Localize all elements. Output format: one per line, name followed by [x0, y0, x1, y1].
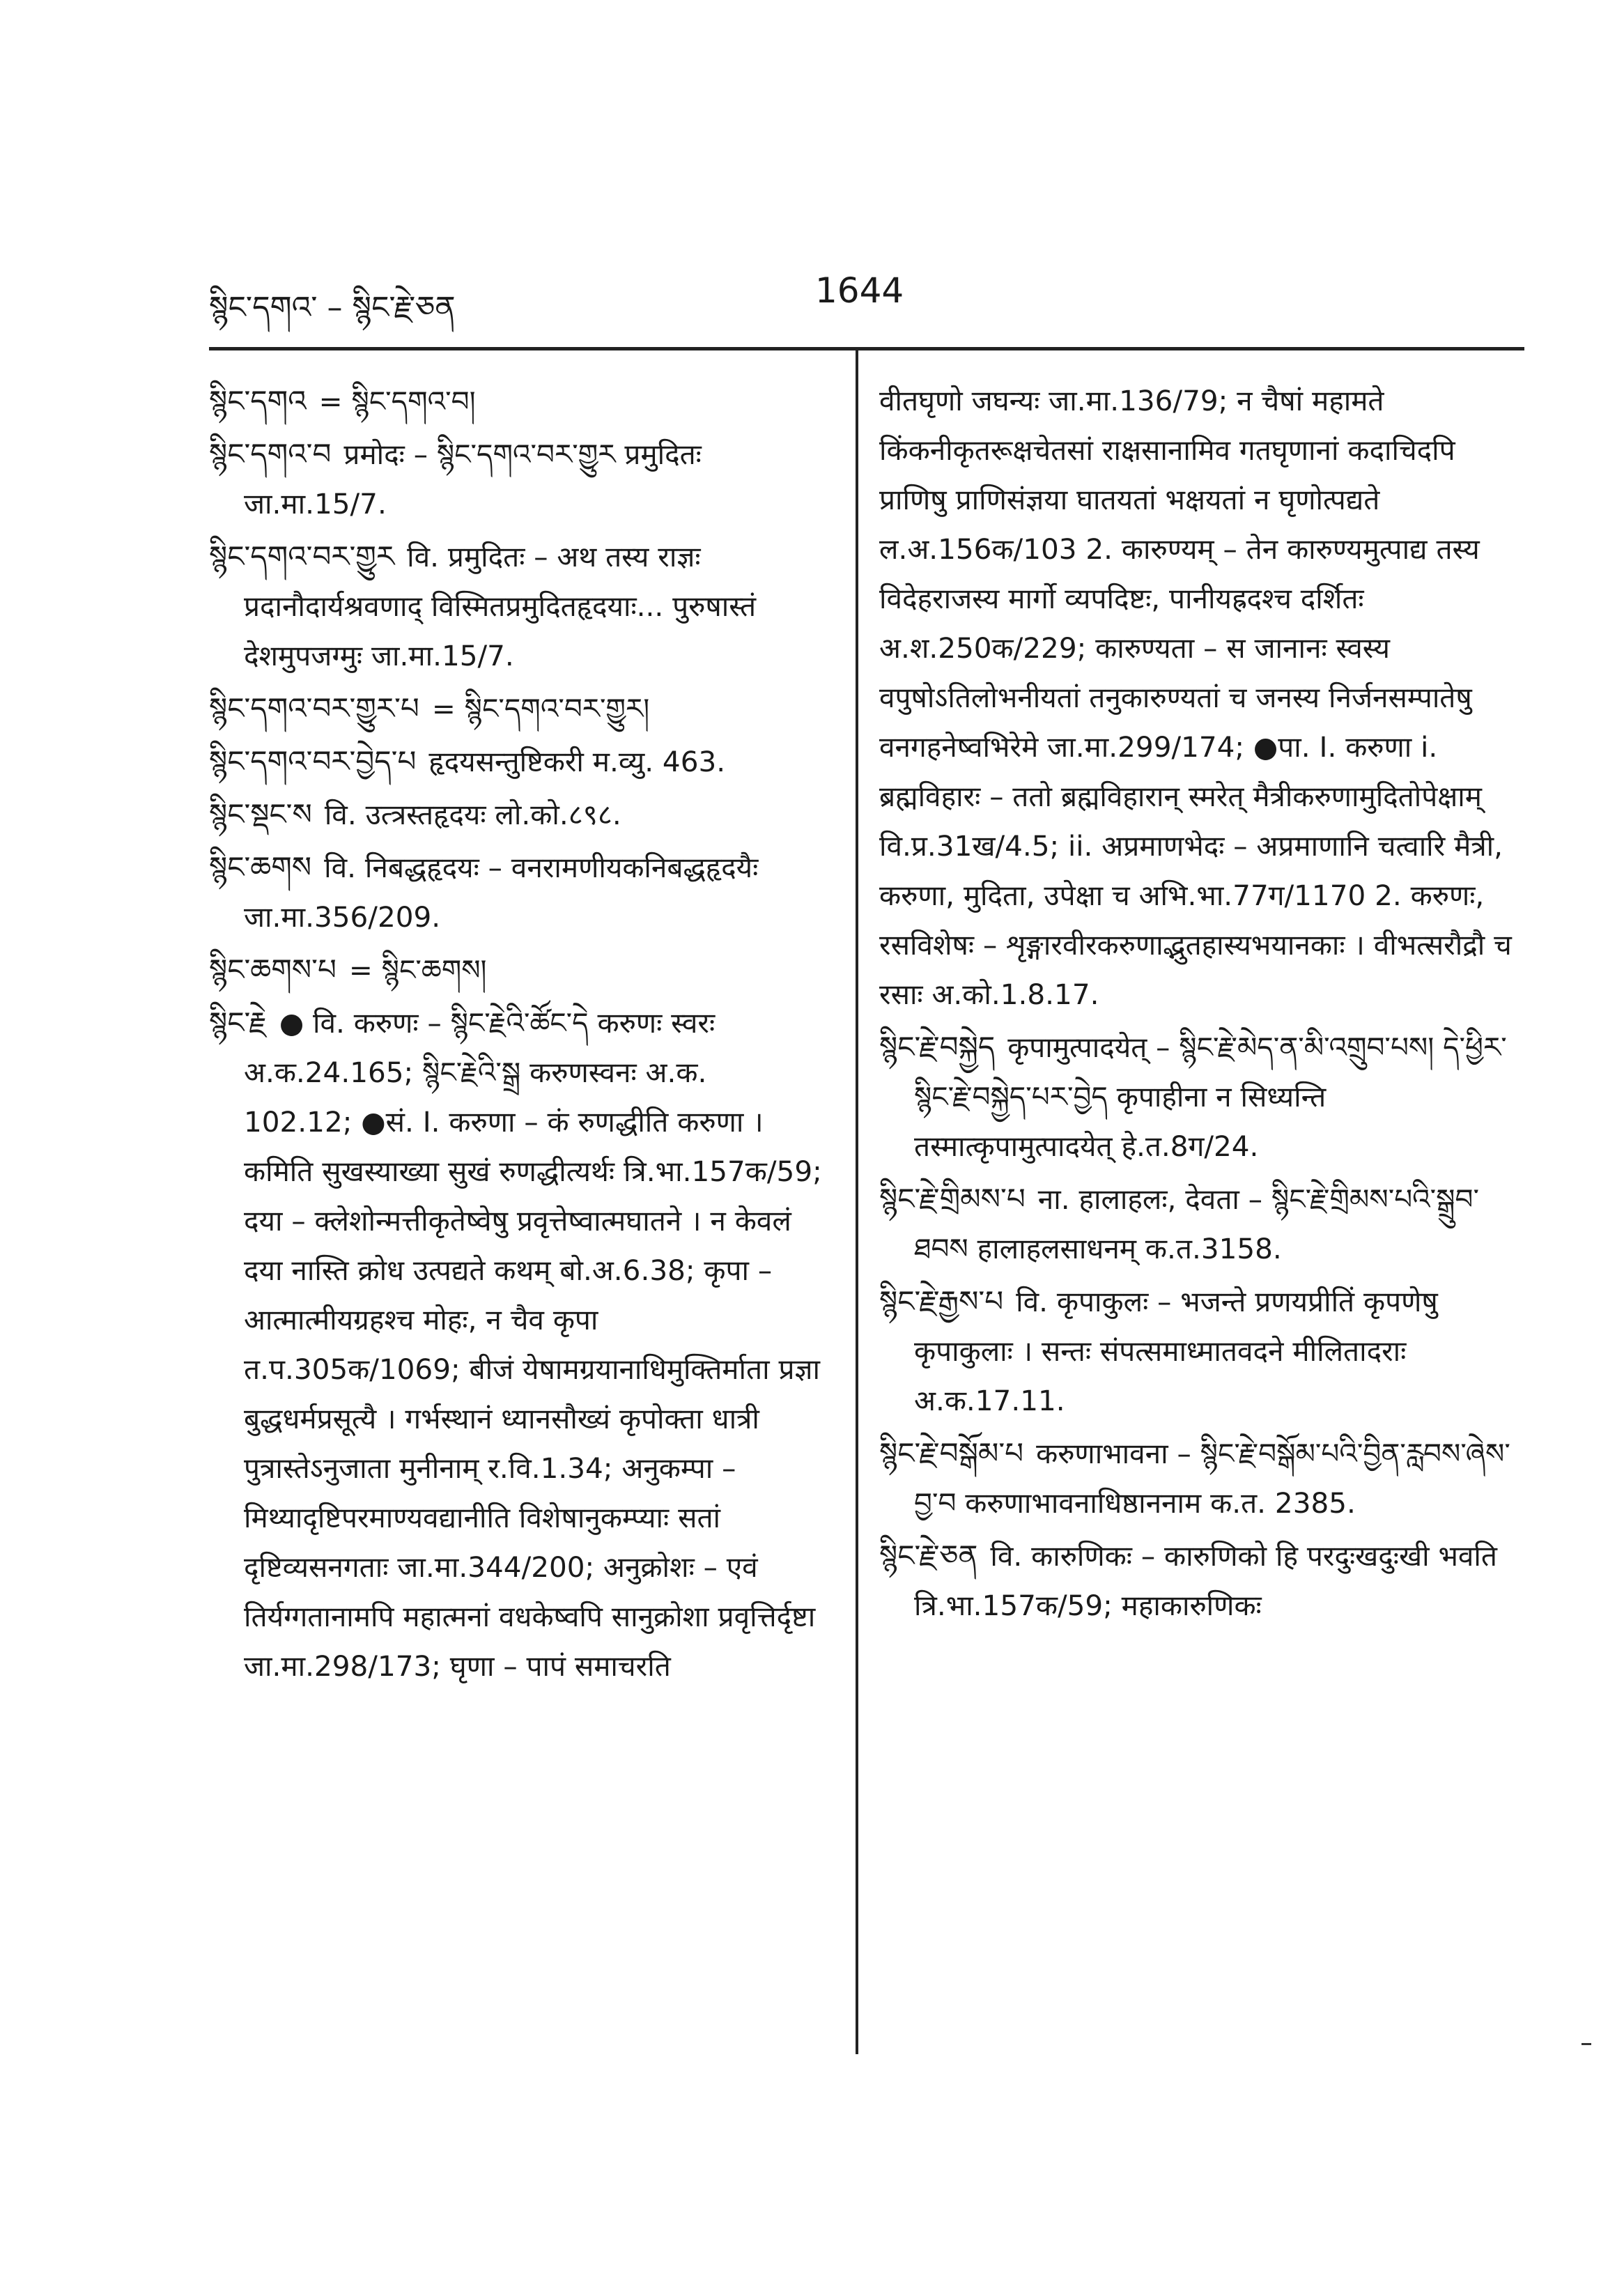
dictionary-entry-continued — [879, 376, 1523, 1019]
dictionary-entry — [209, 532, 822, 681]
entry-text: ● वि. करुणः – སྙིང་རྗེའི་ཚོང་དེ करुणः स्वरः अ.क.24.165; སྙིང་རྗེའི་སྒྲ करुणस्वनः अ.क. 102.12; ●सं. I. करुणा – कं रुणद्धीति करुणा । कमिति सुखस्याख्या सुखं रुणद्धीत्यर्थः त्रि.भा.157क/59; दया – क्लेशोन्मत्तीकृतेष्वेषु प्रवृत्तेष्वात्मघातने । न केवलं दया नास्ति क्रोध उत्पद्यते कथम् बो.अ.6.38; कृपा – आत्मात्मीयग्रहश्च मोहः, न चैव कृपा त.प.305क/1069; बीजं येषामग्रयानाधिमुक्तिर्माता प्रज्ञा बुद्धधर्मप्रसूत्यै । गर्भस्थानं ध्यानसौख्यं कृपोक्ता धात्री पुत्रास्तेऽनुजाता मुनीनाम् र.वि.1.34; अनुकम्पा – मिथ्यादृष्टिपरमाण्यवद्यानीति विशेषानुकम्प्याः सतां दृष्टिव्यसनगताः जा.मा.344/200; अनुक्रोशः – एवं तिर्यग्गतानामपि महात्मनां वधकेष्वपि सानुक्रोशा प्रवृत्तिर्दृष्टा जा.मा.298/173; घृणा – पापं समाचरति — [244, 1006, 822, 1683]
entry-text: वीतघृणो जघन्यः जा.मा.136/79; न चैषां महामते किंकनीकृतरूक्षचेतसां राक्षसानामिव गतघृणानां कदाचिदपि प्राणिषु प्राणिसंज्ञया घातयतां भक्षयतां न घृणोत्पद्यते ल.अ.156क/103 2. कारुण्यम् – तेन कारुण्यमुत्पाद्य तस्य विदेहराजस्य मार्गो व्यपदिष्टः, पानीयह्रदश्च दर्शितः अ.श.250क/229; कारुण्यता – स जानानः स्वस्य वपुषोऽतिलोभनीयतां तनुकारुण्यतां च जनस्य निर्जनसम्पातेषु वनगहनेष्वभिरेमे जा.मा.299/174; ●पा. I. करुणा i. ब्रह्मविहारः – ततो ब्रह्मविहारान् स्मरेत् मैत्रीकरुणामुदितोपेक्षाम् वि.प्र.31ख/4.5; ii. अप्रमाणभेदः – अप्रमाणानि चत्वारि मैत्री, करुणा, मुदिता, उपेक्षा च अभि.भा.77ग/1170 2. करुणः, रसविशेषः – शृङ्गारवीरकरुणाद्भुतहास्यभयानकाः । वीभत्सरौद्रौ च रसाः अ.को.1.8.17. — [879, 384, 1512, 1011]
entry-text: वि. निबद्धहृदयः – वनरामणीयकनिबद्धहृदयैः जा.मा.356/209. — [244, 851, 759, 934]
entry-text: ना. हालाहलः, देवता – སྙིང་རྗེ་གྲིམས་པའི་སྒྲུབ་ཐབས हालाहलसाधनम् क.त.3158. — [914, 1182, 1479, 1265]
entry-text: हृदयसन्तुष्टिकरी म.व्यु. 463. — [428, 745, 726, 778]
page-number: 1644 — [815, 270, 904, 311]
entry-headword: སྙིང་དགའ་བར་བྱེད་པ — [209, 744, 417, 778]
dictionary-entry — [209, 998, 822, 1691]
entry-headword: སྙིང་ཆགས — [209, 850, 312, 884]
page-header — [0, 0, 1624, 334]
dictionary-entry — [209, 945, 822, 995]
margin-mark — [1582, 2043, 1591, 2045]
dictionary-entry — [879, 1174, 1523, 1274]
entry-text: = སྙིང་དགའ་བ། — [318, 385, 476, 418]
running-head: སྙིང་དགའ་ – སྙིང་རྗེ་ཅན — [209, 290, 456, 325]
entry-headword: སྙིང་རྗེ — [209, 1005, 267, 1040]
entry-text: वि. कारुणिकः – कारुणिको हि परदुःखदुःखी भवति त्रि.भा.157क/59; महाकारुणिकः — [914, 1539, 1498, 1622]
dictionary-entry — [879, 1277, 1523, 1426]
entry-headword: སྙིང་རྗེ་གྲིམས་པ — [879, 1182, 1026, 1216]
column-divider — [856, 347, 858, 2054]
entry-headword: སྙིང་རྗེ་ཅན — [879, 1539, 978, 1573]
entry-text: वि. उत्त्रस्तहृदयः लो.को.८९८. — [324, 798, 621, 831]
entry-text: कृपामुत्पादयेत् – སྙིང་རྗེ་མེད་ན་མི་འགྲུབ་པས། དེ་ཕྱིར་སྙིང་རྗེ་བསྐྱེད་པར་བྱེད कृपाहीना न सिध्यन्ति तस्मात्कृपामुत्पादयेत् हे.त.8ग/24. — [914, 1031, 1507, 1163]
entry-headword: སྙིང་རྗེ་རྒྱས་པ — [879, 1284, 1004, 1318]
entry-text: = སྙིང་དགའ་བར་གྱུར། — [431, 692, 650, 725]
entry-headword: སྙིང་རྗེ་བསྐྱེད — [879, 1030, 996, 1064]
dictionary-entry — [209, 429, 822, 529]
entry-headword: སྙིང་ཆགས་པ — [209, 953, 337, 987]
header-rule — [209, 347, 1524, 350]
entry-text: वि. प्रमुदितः – अथ तस्य राज्ञः प्रदानौदार्यश्रवणाद् विस्मितप्रमुदितहृदयाः... पुरुषास्तं देशमुपजग्मुः जा.मा.15/7. — [244, 540, 757, 672]
dictionary-entry — [209, 842, 822, 942]
entry-text: = སྙིང་ཆགས། — [348, 953, 487, 987]
dictionary-entry — [879, 1531, 1523, 1631]
dictionary-entry — [879, 1022, 1523, 1171]
entry-headword: སྙིང་དགའ་བར་གྱུར་པ — [209, 691, 419, 725]
dictionary-entry — [209, 789, 822, 840]
dictionary-entry — [209, 684, 822, 734]
entry-text: वि. कृपाकुलः – भजन्ते प्रणयप्रीतिं कृपणेषु कृपाकुलाः । सन्तः संपत्समाध्मातवदने मीलितादराः अ.क.17.11. — [914, 1285, 1438, 1417]
entry-text: प्रमोदः – སྙིང་དགའ་བར་གྱུར प्रमुदितः जा.मा.15/7. — [244, 438, 702, 521]
dictionary-entry — [209, 737, 822, 787]
entry-headword: སྙིང་རྗེ་བསྒོམ་པ — [879, 1436, 1024, 1470]
right-column — [879, 376, 1523, 1633]
entry-text: करुणाभावना – སྙིང་རྗེ་བསྒོམ་པའི་བྱིན་རླབས་ཞེས་བྱ་བ करुणाभावनाधिष्ठाननाम क.त. 2385. — [914, 1437, 1510, 1520]
entry-headword: སྙིང་དགའ — [209, 384, 307, 418]
left-column — [209, 376, 822, 1694]
dictionary-entry — [879, 1428, 1523, 1528]
entry-headword: སྙིང་དགའ་བ — [209, 437, 332, 471]
entry-headword: སྙིང་དགའ་བར་གྱུར — [209, 539, 395, 573]
dictionary-entry — [209, 376, 822, 426]
entry-headword: སྙིང་སྡང་ས — [209, 797, 312, 831]
